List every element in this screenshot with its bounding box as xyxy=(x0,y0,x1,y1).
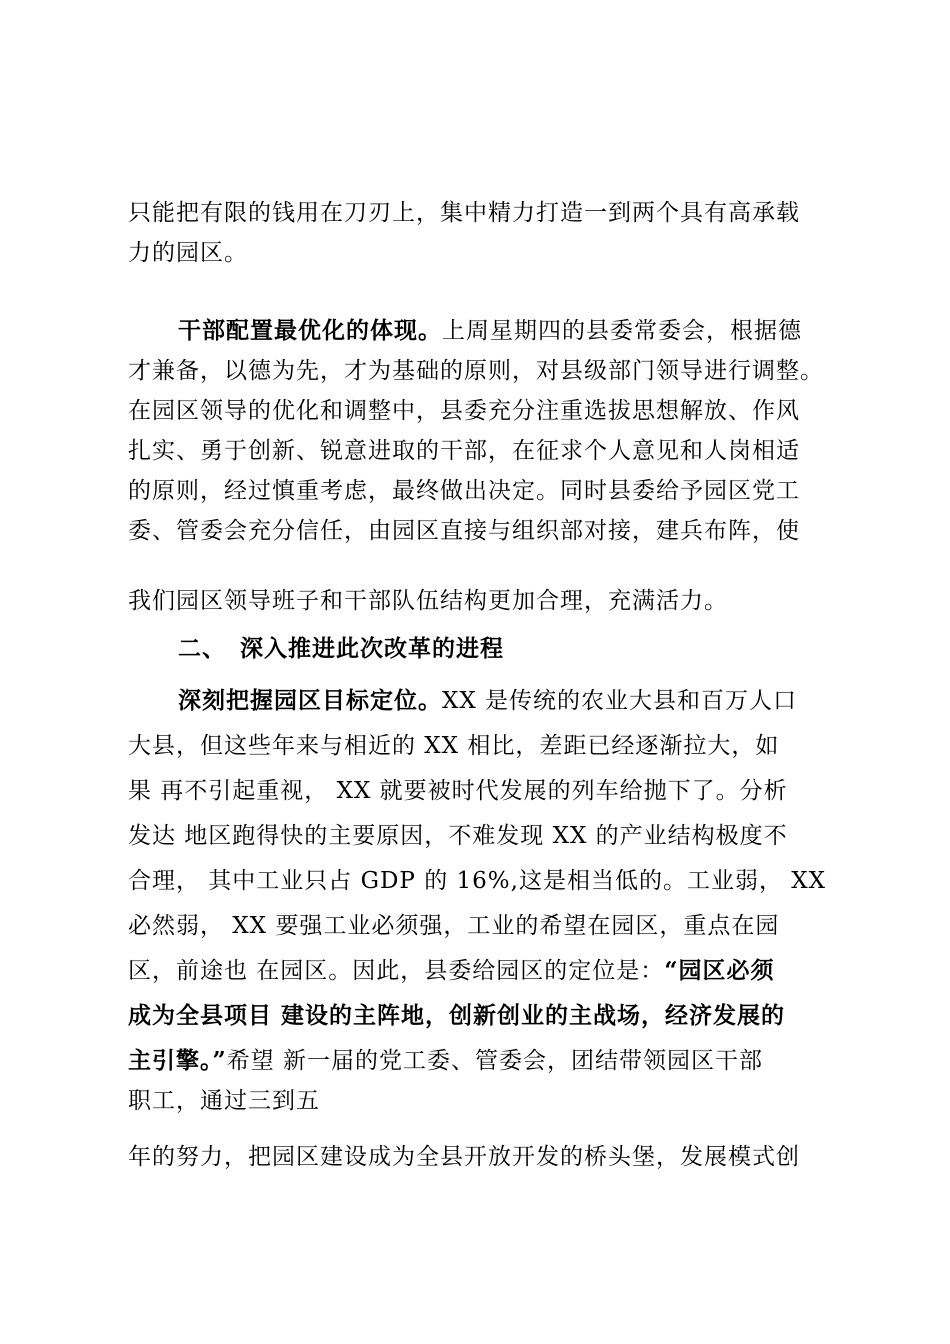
text-line: 的原则，经过慎重考虑，最终做出决定。同时县委给予园区党工 xyxy=(128,478,800,504)
paragraph-lead-text: 上周星期四的县委常委会，根据德 xyxy=(442,318,802,344)
section-heading-number: 二、 xyxy=(178,635,226,662)
paragraph-lead-text: XX 是传统的农业大县和百万人口 xyxy=(442,688,798,714)
text-line: 职工，通过三到五 xyxy=(128,1088,320,1114)
text-plain: 希望 新一届的党工委、管委会，团结带领园区干部 xyxy=(226,1048,764,1074)
text-plain: 区，前途也 在园区。因此，县委给园区的定位是： xyxy=(128,958,665,984)
text-line: 我们园区领导班子和干部队伍结构更加合理，充满活力。 xyxy=(128,588,728,614)
paragraph-lead-bold: 干部配置最优化的体现。 xyxy=(178,317,442,344)
paragraph-target-first-line xyxy=(178,686,797,716)
paragraph-lead-bold: 深刻把握园区目标定位。 xyxy=(178,687,442,714)
text-line: 委、管委会充分信任，由园区直接与组织部对接，建兵布阵，使 xyxy=(128,518,800,544)
text-line: 果 再不引起重视， XX 就要被时代发展的列车给抛下了。分析 xyxy=(128,778,788,804)
text-line: 合理， 其中工业只占 GDP 的 16%,这是相当低的。工业弱， XX xyxy=(128,868,827,894)
text-line: 才兼备，以德为先，才为基础的原则，对县级部门领导进行调整。 xyxy=(128,358,824,384)
text-line: 只能把有限的钱用在刀刃上，集中精力打造一到两个具有高承载 xyxy=(128,200,800,226)
text-line-mixed xyxy=(128,956,775,986)
quote-bold: 主引擎。” xyxy=(128,1047,227,1074)
quote-bold: “园区必须 xyxy=(664,957,775,984)
quote-bold-line: 成为全县项目 建设的主阵地，创新创业的主战场，经济发展的 xyxy=(128,1002,786,1029)
text-line: 扎实、勇于创新、锐意进取的干部，在征求个人意见和人岗相适 xyxy=(128,438,800,464)
text-line: 力的园区。 xyxy=(128,240,248,266)
text-line: 在园区领导的优化和调整中，县委充分注重选拔思想解放、作风 xyxy=(128,398,800,424)
text-line: 必然弱， XX 要强工业必须强，工业的希望在园区，重点在园 xyxy=(128,913,780,939)
text-line: 年的努力，把园区建设成为全县开放开发的桥头堡，发展模式创 xyxy=(128,1144,800,1170)
paragraph-cadre-first-line xyxy=(178,316,802,346)
section-heading-title: 深入推进此次改革的进程 xyxy=(240,635,504,662)
text-line-mixed xyxy=(128,1046,763,1076)
text-line: 大县，但这些年来与相近的 XX 相比，差距已经逐渐拉大，如 xyxy=(128,733,780,759)
section-heading xyxy=(178,634,504,664)
text-line: 发达 地区跑得快的主要原因，不难发现 XX 的产业结构极度不 xyxy=(128,823,788,849)
